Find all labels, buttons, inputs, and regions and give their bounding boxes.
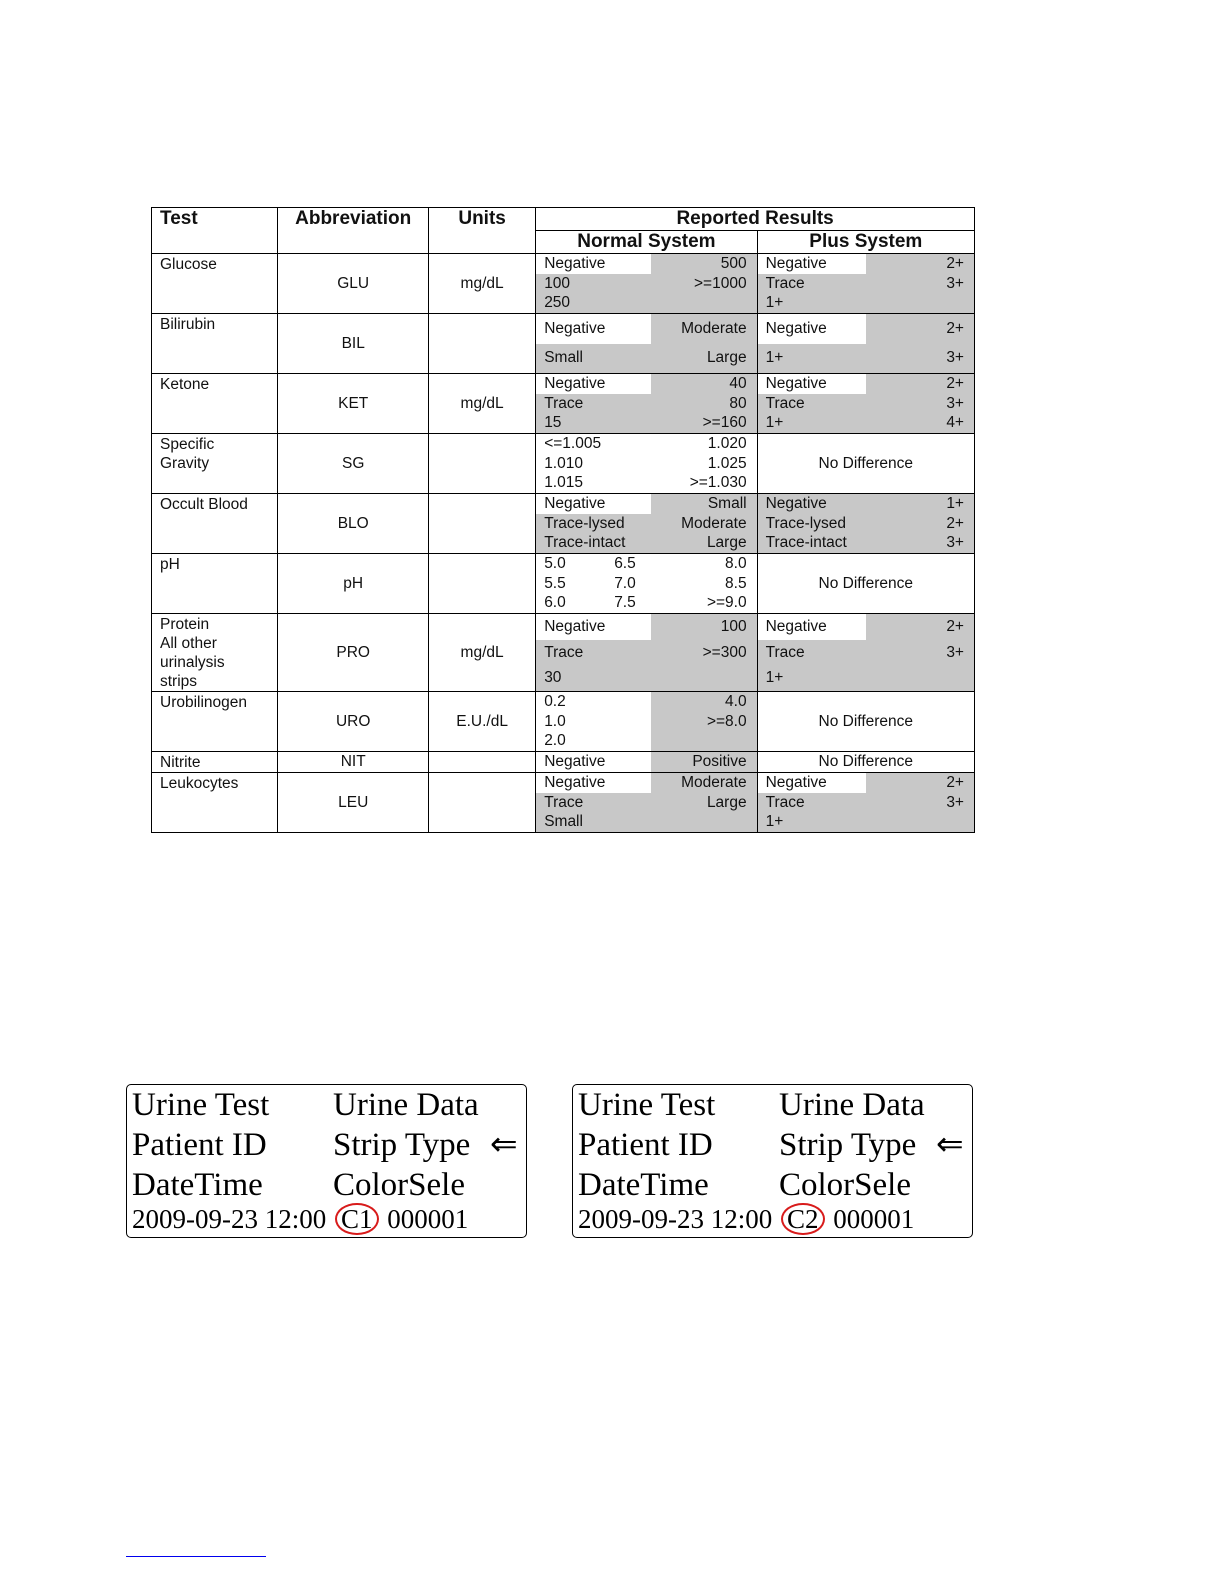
normal-result-left: Negative <box>544 494 606 512</box>
normal-result-right: Large <box>706 349 747 367</box>
normal-result-left: <=1.005 <box>544 434 602 452</box>
cell-units: mg/dL <box>429 254 536 314</box>
normal-result-middle: 7.0 <box>614 574 636 592</box>
header-normal-system: Normal System <box>536 231 757 254</box>
normal-result-line <box>536 533 756 553</box>
cell-plus-system-no-difference: No Difference <box>757 434 974 494</box>
plus-result-line <box>758 533 974 553</box>
cell-plus-system <box>757 494 974 554</box>
cell-test-name: Ketone <box>152 374 278 434</box>
plus-result-line <box>758 374 974 394</box>
header-units: Units <box>429 208 536 254</box>
normal-result-right: Moderate <box>681 514 747 532</box>
status-datetime: 2009-09-23 12:00 <box>132 1204 327 1234</box>
table-row <box>152 614 975 692</box>
plus-result-left: Trace-intact <box>765 534 847 552</box>
footnote-separator <box>126 1556 266 1557</box>
cell-abbreviation: URO <box>278 692 429 752</box>
normal-result-right: 500 <box>720 254 747 272</box>
normal-result-right: 4.0 <box>725 692 747 710</box>
cell-abbreviation: NIT <box>278 752 429 773</box>
table-row <box>152 773 975 833</box>
plus-result-left: Trace <box>765 274 805 292</box>
cell-abbreviation: BLO <box>278 494 429 554</box>
header-reported-results: Reported Results <box>536 208 975 231</box>
normal-result-line <box>536 434 756 454</box>
normal-result-line <box>536 344 756 374</box>
cell-units: mg/dL <box>429 374 536 434</box>
lcd-menu-item[interactable]: DateTime <box>132 1167 263 1203</box>
cell-test-name: Glucose <box>152 254 278 314</box>
normal-result-line <box>536 413 756 433</box>
normal-result-line <box>536 374 756 394</box>
cell-normal-system <box>536 773 757 833</box>
table-row <box>152 374 975 434</box>
lcd-menu-row <box>578 1125 964 1165</box>
cell-abbreviation: GLU <box>278 254 429 314</box>
normal-result-left: 1.0 <box>544 712 566 730</box>
cell-normal-system <box>536 554 757 614</box>
normal-result-right: 8.5 <box>725 574 747 592</box>
table-row <box>152 434 975 494</box>
cell-test-name: Leukocytes <box>152 773 278 833</box>
plus-result-line <box>758 293 974 313</box>
table-row <box>152 554 975 614</box>
cell-normal-system <box>536 752 757 773</box>
normal-result-right: Moderate <box>681 319 747 337</box>
lcd-menu-row <box>132 1165 465 1205</box>
plus-result-left: Trace <box>765 394 805 412</box>
plus-result-line <box>758 314 974 344</box>
cell-units <box>429 314 536 374</box>
plus-result-left: 1+ <box>765 349 784 367</box>
cell-units <box>429 752 536 773</box>
cell-plus-system <box>757 374 974 434</box>
table-row <box>152 752 975 773</box>
cell-test-name: Urobilinogen <box>152 692 278 752</box>
table-row <box>152 314 975 374</box>
lcd-menu-item[interactable]: Urine Test <box>578 1087 716 1123</box>
cell-plus-system-no-difference: No Difference <box>757 554 974 614</box>
plus-result-line <box>758 514 974 534</box>
normal-result-right: >=1.030 <box>689 474 747 492</box>
cell-normal-system <box>536 314 757 374</box>
cell-abbreviation: KET <box>278 374 429 434</box>
cell-abbreviation: LEU <box>278 773 429 833</box>
plus-result-line <box>758 494 974 514</box>
plus-result-right: 3+ <box>946 349 964 367</box>
cell-abbreviation: BIL <box>278 314 429 374</box>
normal-result-left: 250 <box>544 294 571 312</box>
cell-normal-system <box>536 494 757 554</box>
cell-units <box>429 554 536 614</box>
lcd-menu-item[interactable]: Urine Test <box>132 1087 270 1123</box>
cell-normal-system <box>536 374 757 434</box>
table-body <box>152 254 975 833</box>
plus-result-left: Trace <box>765 643 805 661</box>
cell-normal-system <box>536 434 757 494</box>
test-name-line: Protein <box>160 616 210 633</box>
cell-units <box>429 434 536 494</box>
plus-result-line <box>758 344 974 374</box>
normal-result-left: 1.010 <box>544 454 583 472</box>
normal-result-line <box>536 812 756 832</box>
selection-arrow-icon: ⇐ <box>490 1127 518 1163</box>
plus-result-right: 3+ <box>946 793 964 811</box>
status-datetime: 2009-09-23 12:00 <box>578 1204 773 1234</box>
plus-result-line <box>758 614 974 640</box>
plus-result-left: 1+ <box>765 813 784 831</box>
normal-result-left: Negative <box>544 773 606 791</box>
lcd-status-line <box>132 1203 468 1235</box>
plus-result-line <box>758 394 974 414</box>
test-name-line: Specific <box>160 436 215 453</box>
plus-result-line <box>758 274 974 294</box>
normal-result-right: 8.0 <box>725 554 747 572</box>
cell-test-name: pH <box>152 554 278 614</box>
color-code-highlight: C2 <box>781 1203 825 1235</box>
normal-result-right: 40 <box>729 374 747 392</box>
plus-result-line <box>758 640 974 666</box>
status-record-id: 000001 <box>833 1204 915 1234</box>
normal-result-line <box>536 473 756 493</box>
plus-result-left: Negative <box>765 319 827 337</box>
plus-result-left: Trace <box>765 793 805 811</box>
normal-result-right: 100 <box>720 617 747 635</box>
plus-result-line <box>758 812 974 832</box>
normal-result-left: Trace-lysed <box>544 514 625 532</box>
normal-result-right: 80 <box>729 394 747 412</box>
plus-result-right: 2+ <box>946 374 964 392</box>
normal-result-left: Negative <box>544 319 606 337</box>
plus-result-right: 2+ <box>946 514 964 532</box>
normal-result-middle: 6.5 <box>614 554 636 572</box>
normal-result-right: >=160 <box>702 414 747 432</box>
cell-units <box>429 494 536 554</box>
normal-result-right: Positive <box>692 753 747 770</box>
lcd-menu-item[interactable]: Urine Data <box>333 1087 479 1123</box>
normal-result-right: >=1000 <box>694 274 747 292</box>
normal-result-line <box>536 731 756 751</box>
normal-result-line <box>536 293 756 313</box>
normal-result-left: 30 <box>544 669 562 687</box>
cell-units: E.U./dL <box>429 692 536 752</box>
plus-result-right: 2+ <box>946 254 964 272</box>
lcd-menu-item[interactable]: Strip Type <box>779 1127 917 1163</box>
header-plus-system: Plus System <box>757 231 974 254</box>
normal-result-line <box>536 752 756 772</box>
lcd-menu-row <box>132 1125 518 1165</box>
status-record-id: 000001 <box>387 1204 469 1234</box>
normal-result-line <box>536 454 756 474</box>
cell-test-name: Nitrite <box>152 752 278 773</box>
normal-result-line <box>536 574 756 594</box>
normal-result-left: 5.5 <box>544 574 566 592</box>
plus-result-right: 4+ <box>946 414 964 432</box>
normal-result-left: Small <box>544 349 583 367</box>
normal-result-left: Negative <box>544 617 606 635</box>
normal-result-left: Trace <box>544 793 584 811</box>
plus-result-left: Negative <box>765 773 827 791</box>
lcd-menu-item[interactable]: DateTime <box>578 1167 709 1203</box>
plus-result-left: 1+ <box>765 669 784 687</box>
cell-plus-system-no-difference: No Difference <box>757 752 974 773</box>
lcd-menu-row <box>578 1165 911 1205</box>
normal-result-line <box>536 692 756 712</box>
lcd-menu-item[interactable]: Strip Type <box>333 1127 471 1163</box>
table-row <box>152 692 975 752</box>
lcd-menu-row <box>578 1085 925 1125</box>
cell-plus-system <box>757 314 974 374</box>
plus-result-right: 3+ <box>946 274 964 292</box>
normal-result-line <box>536 394 756 414</box>
plus-result-line <box>758 254 974 274</box>
lcd-status-line <box>578 1203 914 1235</box>
test-name-line: strips <box>160 673 198 690</box>
cell-plus-system <box>757 614 974 692</box>
table-row <box>152 254 975 314</box>
cell-normal-system <box>536 254 757 314</box>
normal-result-line <box>536 314 756 344</box>
header-abbreviation: Abbreviation <box>278 208 429 254</box>
normal-result-line <box>536 254 756 274</box>
plus-result-right: 2+ <box>946 319 964 337</box>
cell-abbreviation: SG <box>278 434 429 494</box>
normal-result-left: Small <box>544 813 583 831</box>
lcd-screen-c2 <box>572 1084 973 1238</box>
plus-result-left: Negative <box>765 494 827 512</box>
table-row <box>152 494 975 554</box>
lcd-menu-item[interactable]: Urine Data <box>779 1087 925 1123</box>
normal-result-line <box>536 665 756 691</box>
cell-test-name <box>152 434 278 494</box>
plus-result-left: 1+ <box>765 414 784 432</box>
normal-result-right: >=9.0 <box>706 594 747 612</box>
plus-result-left: Negative <box>765 374 827 392</box>
selection-arrow-icon: ⇐ <box>936 1127 964 1163</box>
normal-result-left: Negative <box>544 374 606 392</box>
cell-units <box>429 773 536 833</box>
normal-result-right: Large <box>706 793 747 811</box>
lcd-menu-item[interactable]: ColorSele <box>333 1167 465 1203</box>
normal-result-middle: 7.5 <box>614 594 636 612</box>
header-test: Test <box>152 208 278 254</box>
plus-result-left: Negative <box>765 617 827 635</box>
reported-results-table <box>151 207 975 833</box>
cell-abbreviation: pH <box>278 554 429 614</box>
normal-result-left: Negative <box>544 254 606 272</box>
normal-result-left: Trace-intact <box>544 534 626 552</box>
normal-result-line <box>536 640 756 666</box>
normal-result-left: Trace <box>544 643 584 661</box>
plus-result-line <box>758 793 974 813</box>
normal-result-right: >=300 <box>702 643 747 661</box>
normal-result-right: Small <box>707 494 747 512</box>
normal-result-line <box>536 494 756 514</box>
test-name-line: urinalysis <box>160 654 225 671</box>
normal-result-line <box>536 514 756 534</box>
plus-result-line <box>758 773 974 793</box>
normal-result-left: 0.2 <box>544 692 566 710</box>
cell-test-name: Bilirubin <box>152 314 278 374</box>
normal-result-line <box>536 712 756 732</box>
lcd-menu-item[interactable]: ColorSele <box>779 1167 911 1203</box>
lcd-menu-item[interactable]: Patient ID <box>132 1127 267 1163</box>
lcd-menu-row <box>132 1085 479 1125</box>
cell-plus-system <box>757 773 974 833</box>
normal-result-line <box>536 274 756 294</box>
plus-result-line <box>758 413 974 433</box>
cell-normal-system <box>536 692 757 752</box>
normal-result-left: Trace <box>544 394 584 412</box>
lcd-screen-c1 <box>126 1084 527 1238</box>
normal-result-left: 6.0 <box>544 594 566 612</box>
plus-result-left: Trace-lysed <box>765 514 846 532</box>
normal-result-right: >=8.0 <box>706 712 747 730</box>
normal-result-left: 15 <box>544 414 562 432</box>
normal-result-line <box>536 793 756 813</box>
normal-result-line <box>536 773 756 793</box>
lcd-menu-item[interactable]: Patient ID <box>578 1127 713 1163</box>
plus-result-left: Negative <box>765 254 827 272</box>
normal-result-line <box>536 614 756 640</box>
plus-result-right: 3+ <box>946 534 964 552</box>
plus-result-right: 2+ <box>946 617 964 635</box>
color-code-highlight: C1 <box>335 1203 379 1235</box>
plus-result-right: 3+ <box>946 643 964 661</box>
normal-result-left: 1.015 <box>544 474 583 492</box>
cell-plus-system <box>757 254 974 314</box>
cell-test-name: Occult Blood <box>152 494 278 554</box>
test-name-line: Gravity <box>160 455 210 472</box>
cell-test-name <box>152 614 278 692</box>
cell-abbreviation: PRO <box>278 614 429 692</box>
normal-result-right: Moderate <box>681 773 747 791</box>
normal-result-left: 5.0 <box>544 554 566 572</box>
plus-result-right: 2+ <box>946 773 964 791</box>
plus-result-left: 1+ <box>765 294 784 312</box>
normal-result-line <box>536 554 756 574</box>
cell-plus-system-no-difference: No Difference <box>757 692 974 752</box>
test-name-line: All other <box>160 635 217 652</box>
cell-units: mg/dL <box>429 614 536 692</box>
normal-result-left: Negative <box>544 753 606 770</box>
normal-result-line <box>536 593 756 613</box>
normal-result-left: 100 <box>544 274 571 292</box>
normal-result-right: 1.020 <box>707 434 747 452</box>
normal-result-right: 1.025 <box>707 454 747 472</box>
plus-result-right: 3+ <box>946 394 964 412</box>
plus-result-line <box>758 665 974 691</box>
plus-result-right: 1+ <box>946 494 964 512</box>
normal-result-right: Large <box>706 534 747 552</box>
normal-result-left: 2.0 <box>544 732 566 750</box>
cell-normal-system <box>536 614 757 692</box>
